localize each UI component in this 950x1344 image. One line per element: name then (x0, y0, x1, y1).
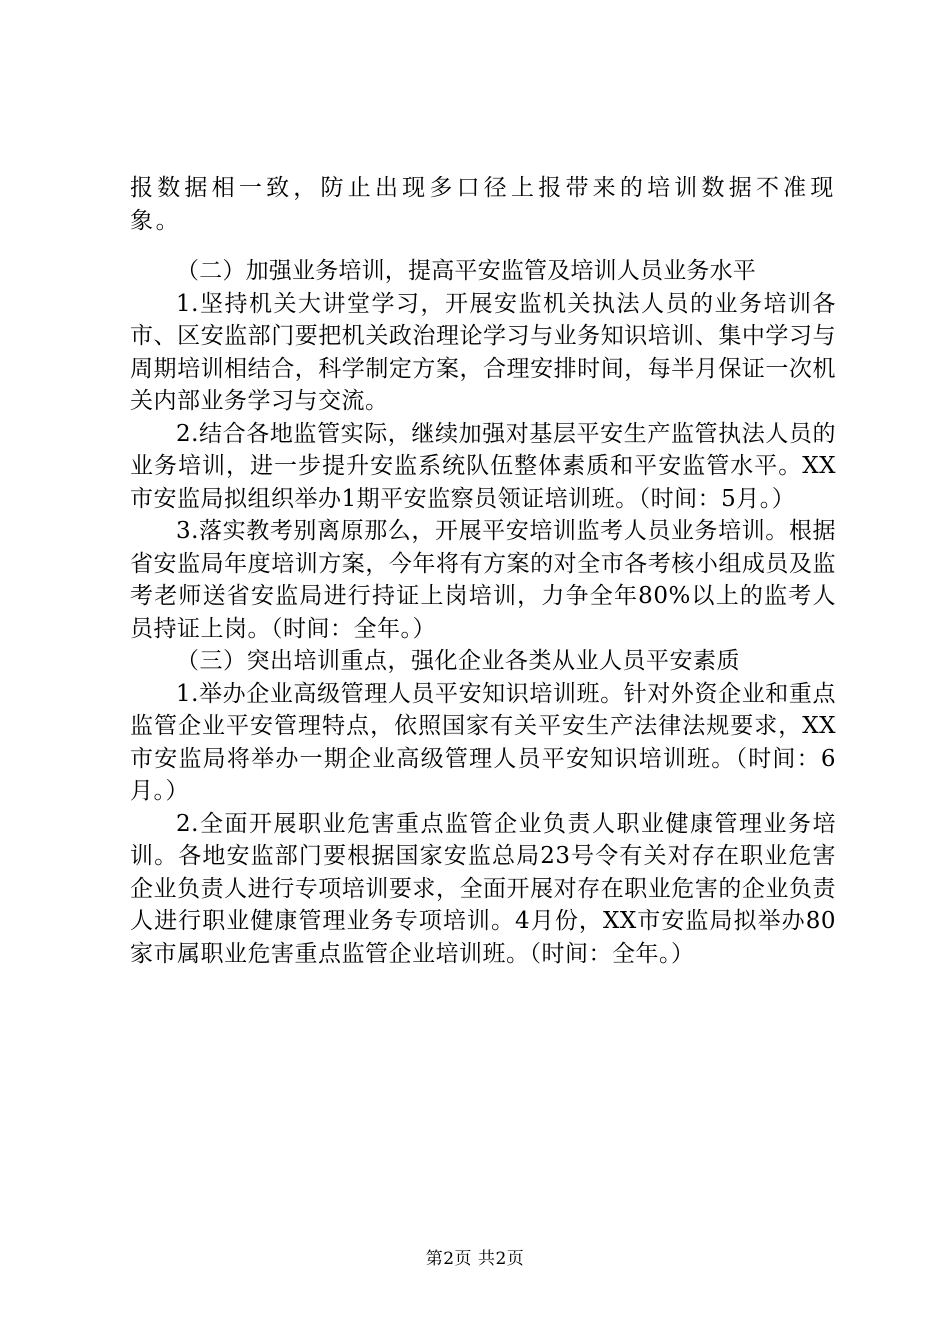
section-heading-2: （二）加强业务培训，提高平安监管及培训人员业务水平 (176, 258, 756, 284)
paragraph-continuation: 报数据相一致，防止出现多口径上报带来的培训数据不准现象。 (130, 175, 836, 234)
paragraph-item: 1.举办企业高级管理人员平安知识培训班。针对外资企业和重点监管企业平安管理特点，依照国家有关平安生产法律法规要求，XX市安监局将举办一期企业高级管理人员平安知识培训班。（时间：6月。） (130, 680, 836, 804)
paragraph-item: 2.全面开展职业危害重点监管企业负责人职业健康管理业务培训。各地安监部门要根据国家安监总局23号令有关对存在职业危害企业负责人进行专项培训要求，全面开展对存在职业危害的企业负责人进行职业健康管理业务专项培训。4月份，XX市安监局拟举办80家市属职业危害重点监管企业培训班。（时间：全年。） (130, 810, 836, 967)
paragraph-item: 3.落实教考别离原那么，开展平安培训监考人员业务培训。根据省安监局年度培训方案，今年将有方案的对全市各考核小组成员及监考老师送省安监局进行持证上岗培训，力争全年80%以上的监考人员持证上岗。（时间：全年。） (130, 518, 836, 642)
section-heading-3: （三）突出培训重点，强化企业各类从业人员平安素质 (176, 648, 740, 674)
document-body (130, 172, 836, 970)
page-footer: 第2页 共2页 (425, 1249, 525, 1269)
paragraph-item: 1.坚持机关大讲堂学习，开展安监机关执法人员的业务培训各市、区安监部门要把机关政治理论学习与业务知识培训、集中学习与周期培训相结合，科学制定方案，合理安排时间，每半月保证一次机关内部业务学习与交流。 (130, 290, 836, 414)
paragraph-item: 2.结合各地监管实际，继续加强对基层平安生产监管执法人员的业务培训，进一步提升安监系统队伍整体素质和平安监管水平。XX市安监局拟组织举办1期平安监察员领证培训班。（时间：5月。） (130, 420, 836, 512)
